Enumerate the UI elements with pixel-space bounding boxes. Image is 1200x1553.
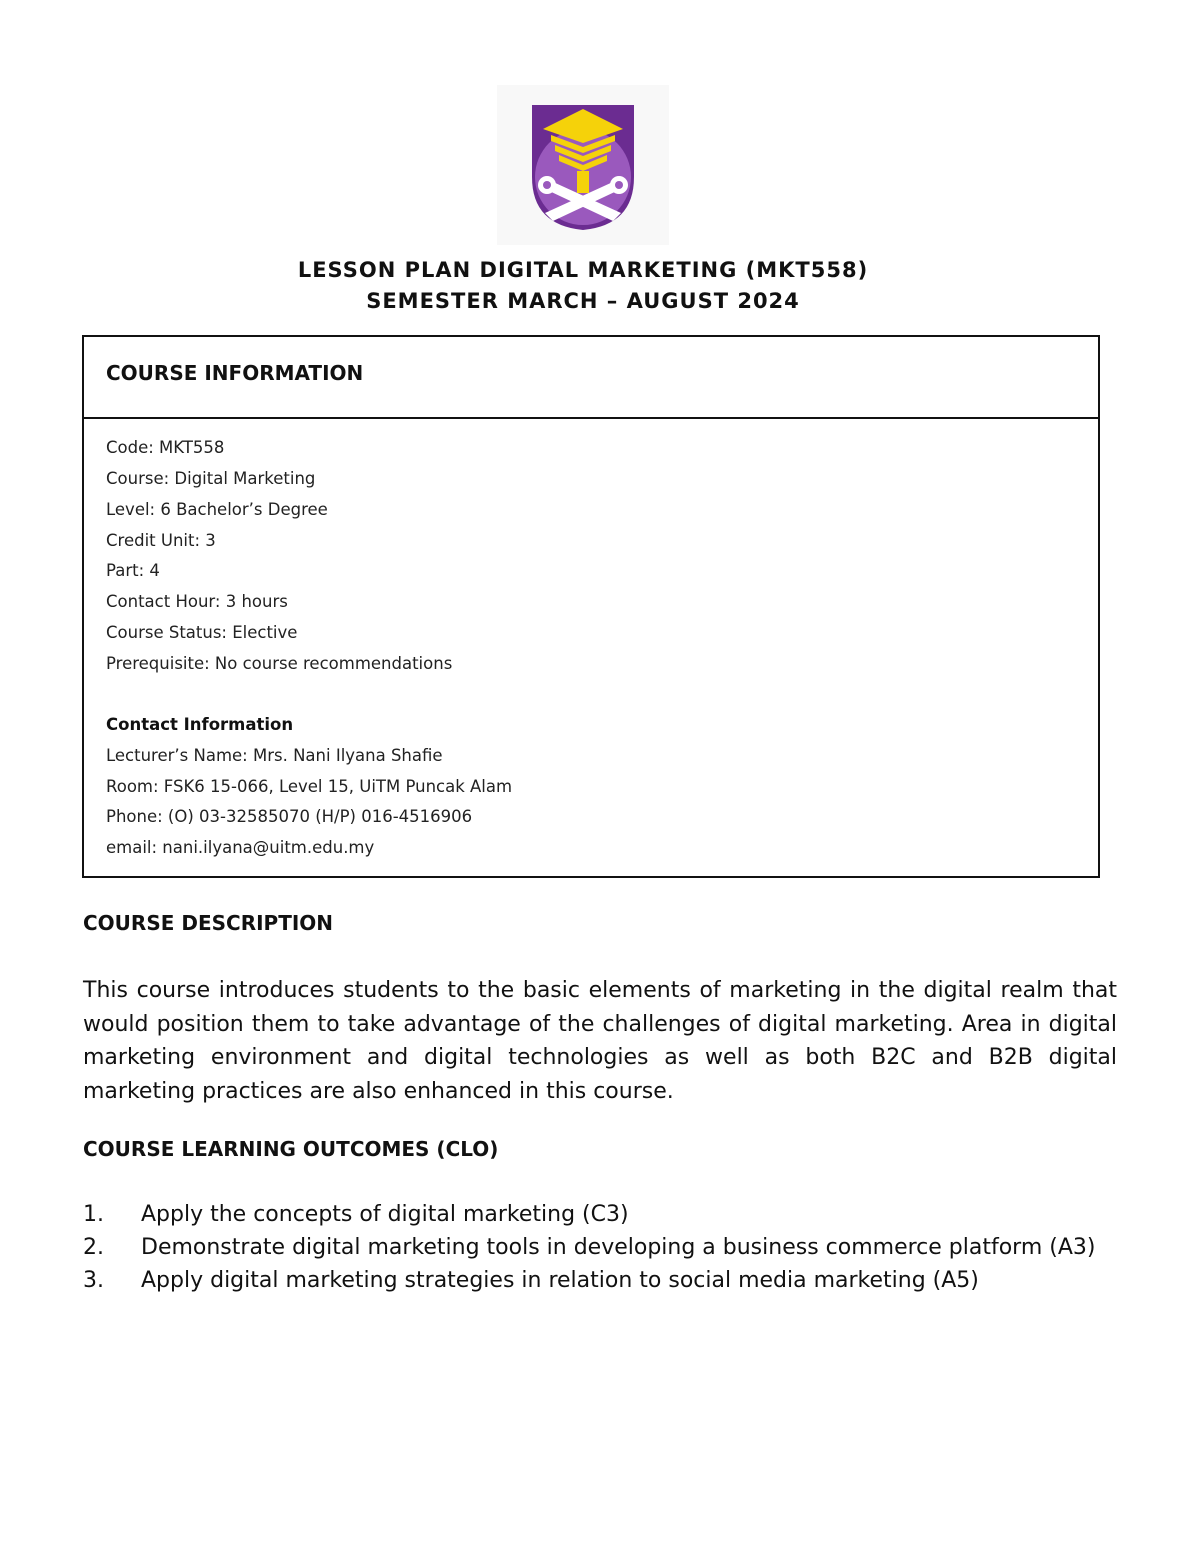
course-information-header (84, 337, 1098, 419)
list-item-text: Apply the concepts of digital marketing (C3) (141, 1202, 629, 1227)
lecturer-name: Lecturer’s Name: Mrs. Nani Ilyana Shafie (106, 746, 443, 765)
list-item-number: 1. (83, 1202, 104, 1227)
document-title: LESSON PLAN DIGITAL MARKETING (MKT558) (297, 258, 869, 282)
list-item-number: 3. (83, 1268, 104, 1293)
course-description-heading: COURSE DESCRIPTION (83, 911, 334, 935)
course-code: Code: MKT558 (106, 438, 225, 457)
course-information-box (82, 335, 1100, 878)
list-item (83, 1235, 1095, 1260)
course-part: Part: 4 (106, 561, 160, 580)
phone: Phone: (O) 03-32585070 (H/P) 016-4516906 (106, 807, 473, 826)
university-logo (497, 85, 669, 245)
course-level: Level: 6 Bachelor’s Degree (106, 500, 328, 519)
list-item-text: Apply digital marketing strategies in relation to social media marketing (A5) (141, 1268, 979, 1293)
prerequisite: Prerequisite: No course recommendations (106, 654, 453, 673)
list-item (83, 1268, 979, 1293)
course-description-text: This course introduces students to the basic elements of marketing in the digital realm that would position them to take advantage of the challenges of digital marketing. Area in digital marketing environment and digital technologies as well as both B2C and B2B digital marketing practices are also enhanced in this course. (83, 978, 1117, 1104)
credit-unit: Credit Unit: 3 (106, 531, 216, 550)
room: Room: FSK6 15-066, Level 15, UiTM Puncak Alam (106, 777, 513, 796)
course-information-heading: COURSE INFORMATION (106, 361, 364, 385)
course-name: Course: Digital Marketing (106, 469, 316, 488)
list-item (83, 1202, 629, 1227)
course-status: Course Status: Elective (106, 623, 298, 642)
list-item-number: 2. (83, 1235, 104, 1260)
list-item-text: Demonstrate digital marketing tools in developing a business commerce platform (A3) (141, 1235, 1096, 1260)
clo-heading: COURSE LEARNING OUTCOMES (CLO) (83, 1137, 499, 1161)
contact-hour: Contact Hour: 3 hours (106, 592, 288, 611)
contact-information-heading: Contact Information (106, 715, 294, 734)
document-subtitle: SEMESTER MARCH – AUGUST 2024 (366, 289, 800, 313)
uitm-crest-icon (497, 85, 669, 245)
email: email: nani.ilyana@uitm.edu.my (106, 838, 375, 857)
